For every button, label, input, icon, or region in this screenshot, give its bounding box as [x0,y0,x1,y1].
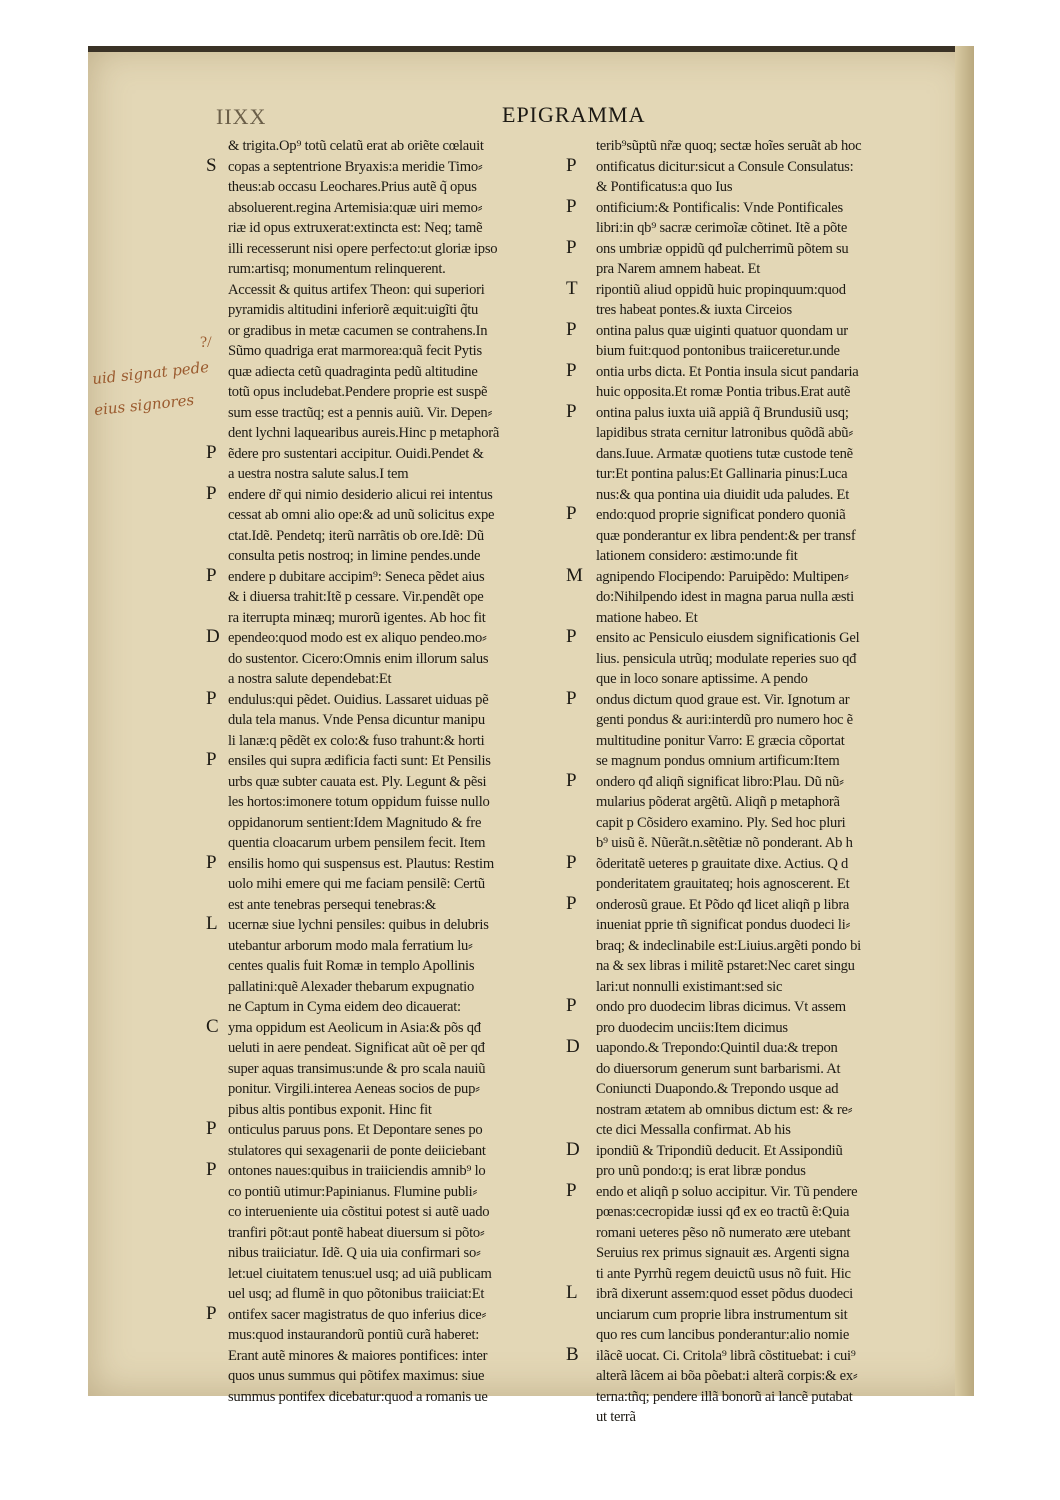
text-line: ctat.Idẽ. Pendetq; iterũ narrãtis ob ore.Idẽ: Dũ [228,527,484,544]
text-line: se magnum pondus omnium artificum:Item [596,753,840,769]
text-line: braq; & indeclinabile est:Liuius.argẽti pondo bi [596,937,861,954]
initial-letter: T [566,277,578,299]
initial-letter: P [566,359,577,381]
text-line: quo res cum lancibus ponderantur:alio nomie [596,1327,850,1343]
text-line: lapidibus strata cernitur latronibus quõdã abũ⸗ [596,425,853,441]
text-line: na & sex libras i militẽ pstaret:Nec caret singu [596,958,855,974]
initial-letter: M [566,564,583,586]
text-line: centes qualis fuit Romæ in templo Apollinis [228,958,475,974]
text-line: super aquas transimus:unde & pro scala nauiũ [228,1060,486,1077]
text-line: bium fuit:quod pontonibus traiiceretur.unde [596,343,840,359]
text-line: dent lychni laquearibus aureis.Hinc p metaphorã [228,425,500,441]
text-line: & trigita.Op⁹ totũ celatũ erat ab oriẽte cœlauit [228,138,484,154]
text-line: uel usq; ad flumẽ in quo põtonibus traiiciat:Et [228,1286,485,1302]
text-line: rum:artisq; monumentum relinquerent. [228,261,446,277]
initial-letter: L [206,913,218,934]
text-line: ontina palus iuxta uiã appiã q̃ Brundusiũ usq; [596,404,849,421]
initial-letter: P [206,1302,217,1324]
text-line: dula tela manus. Vnde Pensa dicuntur manipu [228,712,485,728]
text-line: genti pondus & auri:interdũ pro numero hoc ẽ [596,712,853,728]
initial-letter: P [566,626,577,647]
text-line: uapondo.& Trepondo:Quintil dua:& trepon [596,1040,838,1056]
text-line: nostram ætatem ab omnibus dictum est: & re⸗ [596,1101,853,1118]
text-line: riæ id opus extruxerat:extincta est: Neq; tamẽ [228,220,483,236]
text-line: ontia urbs dicta. Et Pontia insula sicut pandaria [596,363,859,380]
text-line: mularius põderat argẽtũ. Aliqñ p metaphorã [596,794,840,810]
text-line: a uestra nostra salute salus.I tem [228,466,409,482]
text-line: totũ opus includebat.Pendere proprie est suspẽ [228,384,488,400]
text-line: ra iterrupta minæq; murorũ igentes. Ab hoc fit [228,609,486,626]
text-line: õderitatẽ ueteres p grauitate dixe. Actius. Q d [596,855,849,872]
text-line: ondero qđ aliqñ significat libro:Plau. Dũ nũ⸗ [596,773,844,790]
initial-letter: P [566,892,577,914]
text-line: absoluerent.regina Artemisia:quæ uiri memo⸗ [228,199,483,216]
text-line: onticulus paruus pons. Et Depontare senes po [228,1122,483,1138]
text-line: tranfiri põt:aut pontẽ habeat diuersum si põto⸗ [228,1224,485,1241]
text-line: uolo mihi emere qui me faciam pensilẽ: Certũ [228,876,485,892]
initial-letter: P [566,154,577,176]
text-line: Accessit & quitus artifex Theon: qui superiori [228,281,485,298]
text-line: nibus traiiciatur. Idẽ. Q uia uia confirmari so⸗ [228,1245,481,1261]
text-line: multitudine ponitur Varro: E græcia cõportat [596,732,845,749]
text-line: ensiles qui supra ædificia facti sunt: Et Pensilis [228,753,491,769]
text-line: terna:tñq; pendere illã bonorũ ai lancẽ putabat [596,1388,853,1405]
text-line: ti ante Pyrrhũ regem deuictũ usus nõ fuit. Hic [596,1265,851,1282]
text-line: matione habeo. Et [596,609,698,626]
initial-letter: P [206,687,217,709]
initial-letter: P [566,687,577,709]
initial-letter: P [206,1118,217,1139]
right-text-column [596,136,926,1428]
initial-letter: D [206,626,220,647]
text-line: ponderitatem grauitateq; hois agnoscerent. Et [596,876,850,892]
text-line: ontificium:& Pontificalis: Vnde Pontificales [596,199,843,216]
text-line: dans.Iuue. Armatæ quotiens tutæ custode tenẽ [596,445,853,462]
text-line: ensito ac Pensiculo eiusdem significationis Gel [596,630,860,646]
text-line: ontificatus dicitur:sicut a Consule Consulatus: [596,158,854,175]
initial-letter: P [206,749,217,770]
text-line: co interueniente uia cõstitui potest si autẽ uado [228,1204,490,1220]
text-line: urbs quæ subter cauata est. Ply. Legunt & pẽsi [228,773,487,790]
text-line: ons umbriæ oppidũ qđ pulcherrimũ põtem su [596,240,849,257]
text-line: ueluti in aere pendeat. Significat aũt oẽ per qđ [228,1040,485,1056]
initial-letter: P [206,564,217,586]
text-line: copas a septentrione Bryaxis:a meridie Timo⸗ [228,158,483,175]
text-line: quos unus summus qui põtifex maximus: siue [228,1368,485,1384]
text-line: illi recesserunt nisi opere perfecto:ut gloriæ ipso [228,240,498,257]
text-line: onderosũ graue. Et Põdo qđ licet aliqñ p libra [596,896,850,913]
initial-letter: P [206,1159,217,1180]
text-line: ensilis homo qui suspensus est. Plautus: Restim [228,855,494,872]
text-line: ependeo:quod modo est ex aliquo pendeo.mo⸗ [228,630,487,646]
initial-letter: P [566,195,577,217]
marginal-note: uid signat pede [91,357,210,389]
text-line: pibus altis pontibus exponit. Hinc fit [228,1101,432,1118]
text-line: ẽdere pro sustentari accipitur. Ouidi.Pendet & [228,445,484,462]
initial-letter: P [206,851,217,873]
text-line: & Pontificatus:a quo Ius [596,179,733,195]
initial-letter: P [566,503,577,524]
text-line: theus:ab occasu Leochares.Prius autẽ q̃ opus [228,179,477,195]
text-line: ilãcẽ uocat. Ci. Critola⁹ librã cõstituebat: i cui⁹ [596,1347,856,1364]
text-line: ontifex sacer magistratus de quo inferius dice⸗ [228,1306,487,1323]
page-top-edge [88,46,974,52]
text-line: lationem considero: æstimo:unde fit [596,548,798,564]
text-line: que in loco sonare aptissime. A pendo [596,671,808,687]
initial-letter: D [566,1036,580,1057]
text-line: quæ ponderantur ex libra pendent:& per transf [596,527,856,544]
text-line: Coniuncti Duapondo.& Trepondo usque ad [596,1081,839,1097]
text-line: consulta petis nostroq; in limine pendes.unde [228,548,481,564]
text-line: cessat ab omni alio ope:& ad unũ solicitus expe [228,507,495,523]
text-line: endo et aliqñ p soluo accipitur. Vir. Tũ pendere [596,1183,858,1200]
text-line: pro duodecim unciis:Item dicimus [596,1019,788,1036]
text-line: stulatores qui sexagenarii de ponte deiiciebant [228,1142,486,1159]
initial-letter: P [566,400,577,422]
text-line: Erant autẽ minores & maiores pontifices: inter [228,1347,488,1364]
text-line: cte dici Messalla confirmat. Ab his [596,1122,791,1138]
text-line: Seruius rex primus signauit æs. Argenti signa [596,1245,850,1261]
initial-letter: S [206,154,217,176]
text-line: a nostra salute dependebat:Et [228,671,392,687]
text-line: endere p dubitare accipim⁹: Seneca pẽdet aius [228,568,485,585]
text-line: co pontiũ utimur:Papinianus. Flumine publi⸗ [228,1183,478,1200]
text-line: pœnas:cecropidæ iussi qđ ex eo tractũ ẽ:Quia [596,1204,850,1220]
running-head [216,104,936,132]
text-line: pyramidis altitudini inferiorẽ æquit:uigĩti q̃tu [228,302,479,318]
text-line: huic opposita.Et romæ Pontia tribus.Erat autẽ [596,384,851,400]
text-line: utebantur arborum modo mala ferratium lu⸗ [228,937,473,954]
text-line: b⁹ uisũ ẽ. Nũerãt.n.sẽtẽtiæ nõ ponderant. Ab h [596,835,853,851]
text-line: Sũmo quadriga erat marmorea:quã fecit Pytis [228,343,482,359]
text-line: lius. pensicula utrũq; modulate reperies suo qđ [596,650,857,667]
page-right-edge [955,46,974,1396]
text-line: tres habeat pontes.& iuxta Circeios [596,302,792,318]
initial-letter: B [566,1343,579,1365]
text-line: endo:quod proprie significat pondero quoniã [596,507,846,523]
text-line: ontones naues:quibus in traiiciendis amnib⁹ lo [228,1163,486,1179]
text-line: let:uel ciuitatem tenus:uel usq; ad uiã publicam [228,1265,492,1282]
text-line: ripontiũ aliud oppidũ huic propinquum:quod [596,281,846,298]
folio-number: IIXX [216,104,267,129]
initial-letter: P [206,482,217,504]
text-line: libri:in qb⁹ sacræ cerimoĩæ cõtinet. Itẽ a põte [596,220,848,236]
text-line: ondus dictum quod graue est. Vir. Ignotum ar [596,691,850,708]
initial-letter: P [566,769,577,791]
text-line: endulus:qui pẽdet. Ouidius. Lassaret uiduas pẽ [228,691,489,708]
initial-letter: P [566,995,577,1016]
text-line: oppidanorum sentient:Idem Magnitudo & fre [228,814,482,831]
text-line: les hortos:imonere totum oppidum fuisse nullo [228,794,490,810]
text-line: capit p Cõsidero examino. Ply. Sed hoc pluri [596,814,846,831]
initial-letter: L [566,1282,578,1303]
text-line: romani ueteres pẽso nõ numerato ære utebant [596,1224,851,1241]
text-line: tur:Et pontina palus:Et Gallinaria pinus:Luca [596,466,848,482]
text-line: do:Nihilpendo idest in magna parua nulla æsti [596,589,854,605]
text-line: ponitur. Virgili.interea Aeneas socios de pup⸗ [228,1081,480,1097]
text-line: mus:quod instaurandorũ pontiũ curã haberet: [228,1327,480,1343]
text-line: ipondiũ & Tripondiũ deducit. Et Assipondiũ [596,1142,843,1159]
left-text-column [228,136,568,1407]
text-line: pra Narem amnem habeat. Et [596,261,761,277]
initial-letter: P [566,1179,577,1201]
text-line: ibrã dixerunt assem:quod esset põdus duodeci [596,1286,853,1302]
text-line: alterã lãcem ai bõa põebat:i alterã corpis:& ex⸗ [596,1368,858,1384]
initial-letter: P [566,851,577,873]
text-line: do sustentor. Cicero:Omnis enim illorum salus [228,650,489,667]
text-line: or gradibus in metæ cacumen se contrahens.In [228,322,488,339]
text-line: pallatini:quẽ Alexader thebarum expugnatio [228,978,475,995]
running-title: EPIGRAMMA [502,102,646,127]
text-line: quentia cloacarum urbem pensilem fecit. Item [228,835,486,851]
initial-letter: P [566,236,577,258]
initial-letter: P [206,441,217,463]
text-line: terib⁹sũptũ nr̃æ quoq; sectæ hoĩes seruãt ab hoc [596,138,862,154]
initial-letter: C [206,1015,219,1037]
text-line: nus:& qua pontina uia diuidit uda paludes. Et [596,486,850,503]
text-line: ut terrã [596,1409,636,1425]
initial-letter: D [566,1138,580,1160]
text-line: ontina palus quæ uiginti quatuor quondam ur [596,322,848,339]
marginal-question-mark: ?/ [200,334,212,351]
text-line: li lanæ:q pẽdẽt ex colo:& fuso trahunt:& horti [228,732,485,749]
text-line: & i diuersa trahit:Itẽ p cessare. Vir.pendẽt ope [228,589,484,605]
text-line: lari:ut nonnulli existimant:sed sic [596,978,783,995]
text-line: ne Captum in Cyma eidem deo dicauerat: [228,999,461,1015]
text-line: inueniat pprie tñ significat pondus duodeci li⸗ [596,917,851,933]
text-line: sum esse tractũq; est a pennis auiũ. Vir. Depen⸗ [228,404,493,421]
marginal-note: eius signores [93,390,196,420]
text-line: est ante tenebras persequi tenebras:& [228,896,436,913]
text-line: agnipendo Flocipendo: Paruipẽdo: Multipen⸗ [596,568,849,585]
text-line: pro unũ pondo:q; is erat libræ pondus [596,1163,806,1179]
text-line: do diuersorum generum sunt barbarismi. At [596,1060,841,1077]
text-line: unciarum cum proprie libra instrumentum sit [596,1306,848,1323]
text-line: ondo pro duodecim libras dicimus. Vt assem [596,999,846,1015]
text-line: quæ adiecta cetũ quadraginta pedũ altitudine [228,363,478,380]
initial-letter: P [566,318,577,340]
text-line: summus pontifex dicebatur:quod a romanis ue [228,1388,488,1405]
text-line: yma oppidum est Aeolicum in Asia:& põs qđ [228,1019,481,1036]
text-line: ucernæ siue lychni pensiles: quibus in delubris [228,917,489,933]
text-line: endere dr̃ qui nimio desiderio alicui rei intentus [228,486,493,503]
